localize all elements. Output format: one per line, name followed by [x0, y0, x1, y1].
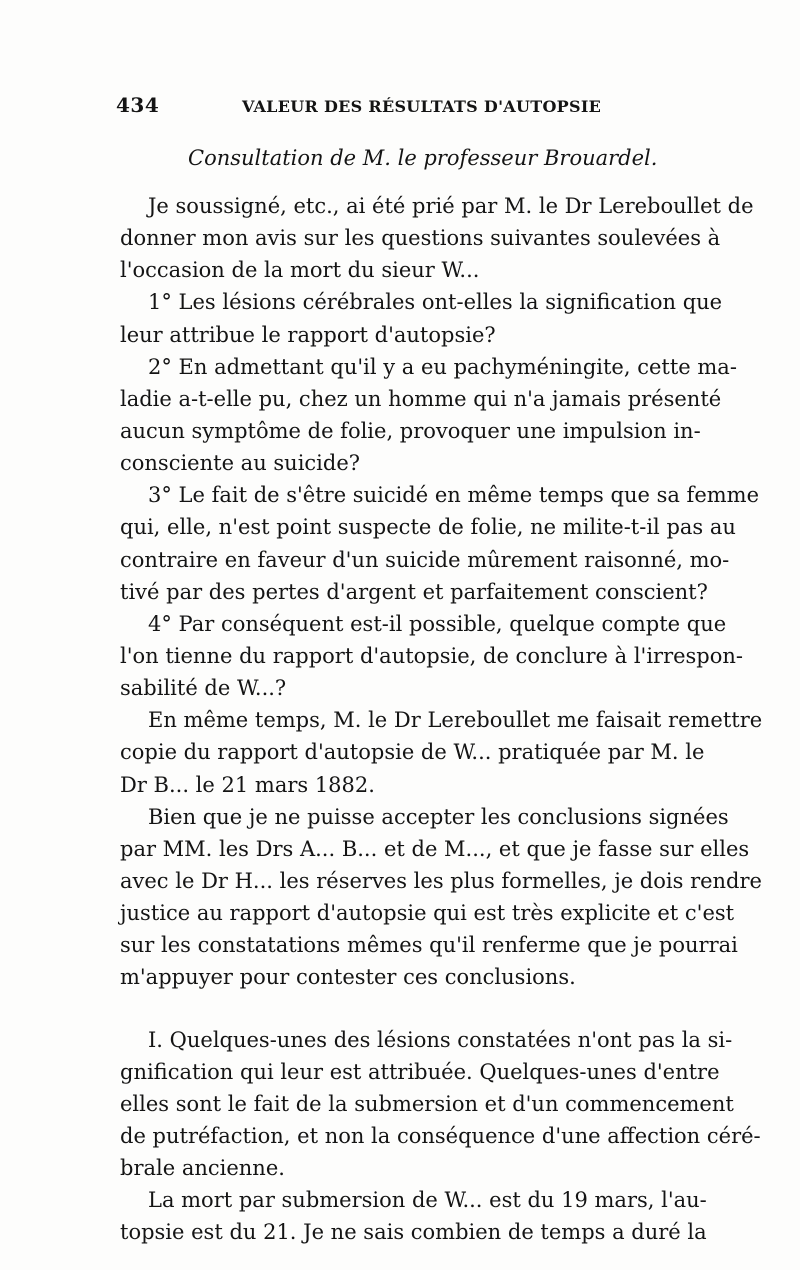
text-line: tivé par des pertes d'argent et parfaitement conscient? [120, 579, 708, 604]
text-line: elles sont le fait de la submersion et d'un commencement [120, 1091, 734, 1116]
text-line: ladie a-t-elle pu, chez un homme qui n'a jamais présenté [120, 386, 722, 411]
running-head: VALEUR DES RÉSULTATS D'AUTOPSIE [242, 97, 602, 116]
text-line: Dr B... le 21 mars 1882. [120, 772, 375, 797]
page-header [116, 93, 680, 123]
text-line: 1° Les lésions cérébrales ont-elles la signification que [148, 290, 723, 315]
text-line: par MM. les Drs A... B... et de M..., et que je fasse sur elles [120, 836, 750, 861]
text-line: topsie est du 21. Je ne sais combien de temps a duré la [120, 1220, 707, 1245]
text-line: 4° Par conséquent est-il possible, quelque compte que [148, 611, 727, 636]
text-line: consciente au suicide? [120, 451, 361, 476]
body-text [120, 190, 763, 1249]
text-line: m'appuyer pour contester ces conclusions. [120, 965, 576, 990]
text-line: l'on tienne du rapport d'autopsie, de conclure à l'irrespon- [120, 643, 744, 668]
text-line: de putréfaction, et non la conséquence d'une affection céré- [120, 1123, 761, 1148]
text-line: La mort par submersion de W... est du 19 mars, l'au- [148, 1188, 707, 1213]
text-line: gnification qui leur est attribuée. Quelques-unes d'entre [120, 1059, 720, 1084]
text-line: brale ancienne. [120, 1156, 285, 1181]
text-line: Je soussigné, etc., ai été prié par M. le Dr Lereboullet de [148, 194, 754, 218]
text-line: aucun symptôme de folie, provoquer une impulsion in- [120, 418, 701, 443]
text-line: l'occasion de la mort du sieur W... [120, 258, 480, 283]
page-number: 434 [116, 93, 160, 117]
text-line: I. Quelques-unes des lésions constatées n'ont pas la si- [148, 1027, 733, 1052]
text-line: Bien que je ne puisse accepter les conclusions signées [148, 804, 729, 829]
text-line: copie du rapport d'autopsie de W... pratiquée par M. le [120, 740, 705, 765]
text-line: qui, elle, n'est point suspecte de folie, ne milite-t-il pas au [120, 515, 736, 540]
text-line: En même temps, M. le Dr Lereboullet me faisait remettre [148, 708, 763, 733]
text-line: justice au rapport d'autopsie qui est très explicite et c'est [120, 901, 735, 926]
text-line: 2° En admettant qu'il y a eu pachyméningite, cette ma- [148, 354, 737, 379]
text-line: sur les constatations mêmes qu'il renferme que je pourrai [120, 933, 738, 958]
text-line: leur attribue le rapport d'autopsie? [120, 322, 496, 347]
text-line: avec le Dr H... les réserves les plus formelles, je dois rendre [120, 868, 762, 893]
section-title: Consultation de M. le professeur Brouardel. [188, 146, 658, 170]
text-line: donner mon avis sur les questions suivantes soulevées à [120, 226, 721, 251]
section-break [120, 994, 682, 1024]
text-line: sabilité de W...? [120, 676, 287, 701]
text-line: 3° Le fait de s'être suicidé en même temps que sa femme [148, 483, 760, 508]
text-line: contraire en faveur d'un suicide mûrement raisonné, mo- [120, 547, 730, 572]
